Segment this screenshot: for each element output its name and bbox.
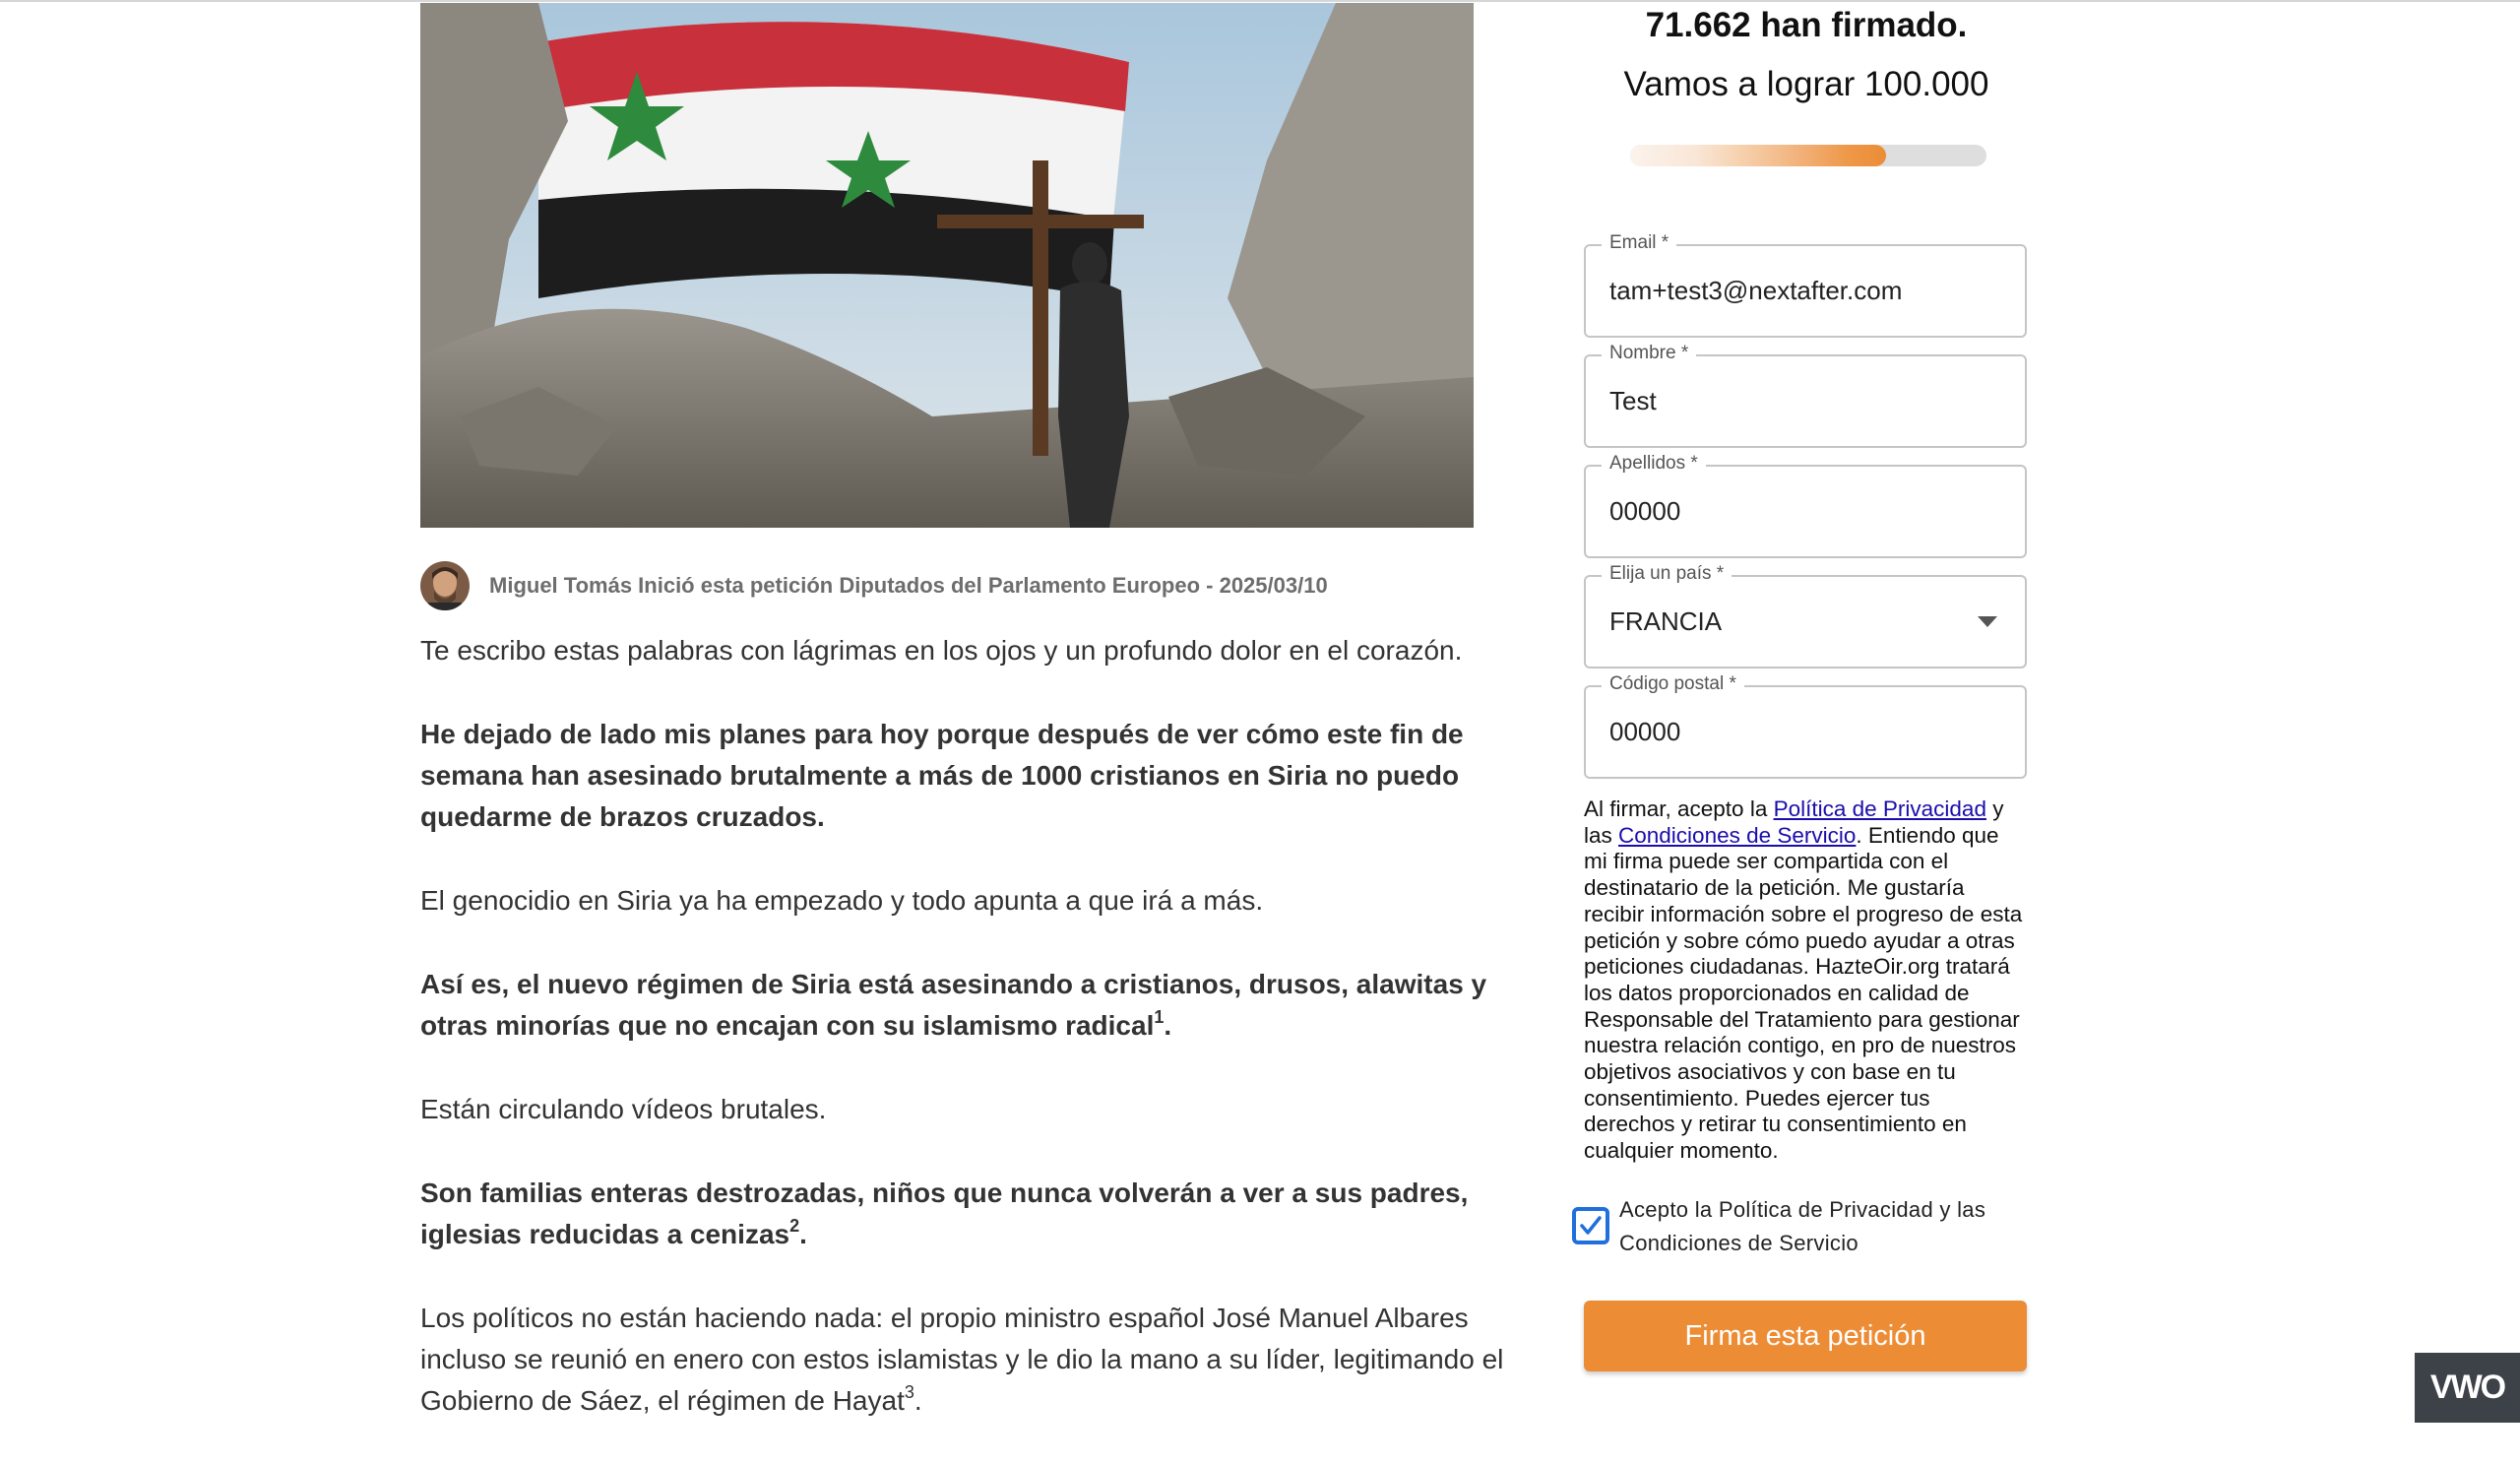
footnote-ref[interactable]: 2 (789, 1215, 800, 1236)
last-name-field[interactable] (1584, 453, 2027, 558)
consent-text: Al firmar, acepto la Política de Privacidad y las Condiciones de Servicio. Entiendo que mi firma puede ser compartida con el destinatario de la petición. Me gustaría recibir información sobre el progreso de esta petición y sobre cómo puedo ayudar a otras peticiones ciudadanas. HazteOir.org tratará los datos proporcionados en calidad de Responsable del Tratamiento para gestionar nuestra relación contigo, en pro de nuestros objetivos asociativos y con base en tu consentimiento. Puedes ejercer tus derechos y retirar tu consentimiento en cualquier momento. (1584, 796, 2023, 1164)
last-name-label: Apellidos * (1602, 453, 1706, 475)
email-field[interactable] (1584, 232, 2027, 338)
privacy-policy-link[interactable]: Política de Privacidad (1773, 796, 1986, 821)
paragraph: Así es, el nuevo régimen de Siria está asesinando a cristianos, drusos, alawitas y otras minorías que no encajan con su islamismo radical$^1$. (420, 969, 1487, 1041)
first-name-field[interactable] (1584, 343, 2027, 448)
first-name-input[interactable] (1609, 386, 1984, 416)
sign-petition-button[interactable]: Firma esta petición (1584, 1301, 2027, 1371)
signature-progress-bar (1630, 145, 1986, 166)
author-meta: Miguel Tomás Inició esta petición Diputados del Parlamento Europeo - 2025/03/10 (489, 573, 1328, 598)
first-name-label: Nombre * (1602, 343, 1696, 364)
petition-hero-image (420, 3, 1474, 528)
consent-checkbox-label[interactable]: Acepto la Política de Privacidad y las Condiciones de Servicio (1619, 1197, 1986, 1255)
consent-checkbox[interactable] (1572, 1207, 1609, 1244)
country-label: Elija un país * (1602, 563, 1732, 585)
email-input[interactable] (1609, 276, 1984, 306)
dropdown-arrow-icon[interactable] (1978, 616, 1997, 627)
postal-code-field[interactable] (1584, 673, 2027, 779)
postal-code-label: Código postal * (1602, 673, 1744, 695)
petition-author-line (420, 560, 1328, 611)
paragraph: Son familias enteras destrozadas, niños que nunca volverán a ver a sus padres, iglesias reducidas a cenizas$^2$. (420, 1178, 1469, 1249)
paragraph: Están circulando vídeos brutales. (420, 1094, 827, 1124)
paragraph: Los políticos no están haciendo nada: el propio ministro español José Manuel Albares incluso se reunió en enero con estos islamistas y le dio la mano a su líder, legitimando el Gobierno de Sáez, el régimen de Hayat$^3$. (420, 1303, 1504, 1416)
signature-progress-fill (1630, 145, 1886, 166)
last-name-input[interactable] (1609, 496, 1984, 527)
footnote-ref[interactable]: 3 (904, 1381, 914, 1402)
author-avatar (420, 561, 470, 610)
vwo-badge[interactable]: VWO (2415, 1353, 2520, 1423)
top-border (0, 0, 2520, 2)
terms-of-service-link[interactable]: Condiciones de Servicio (1618, 822, 1857, 848)
paragraph: El genocidio en Siria ya ha empezado y todo apunta a que irá a más. (420, 885, 1264, 916)
country-select[interactable] (1584, 563, 2027, 668)
checkmark-icon (1578, 1213, 1604, 1239)
petition-body (420, 630, 1533, 1464)
postal-code-input[interactable] (1609, 717, 1984, 747)
signature-count: 71.662 han firmado. (1645, 6, 1968, 44)
paragraph: He dejado de lado mis planes para hoy porque después de ver cómo este fin de semana han asesinado brutalmente a más de 1000 cristianos en Siria no puedo quedarme de brazos cruzados. (420, 719, 1464, 832)
signature-goal: Vamos a lograr 100.000 (1623, 65, 1989, 103)
country-value: FRANCIA (1609, 606, 1723, 636)
paragraph: Te escribo estas palabras con lágrimas en los ojos y un profundo dolor en el corazón. (420, 635, 1463, 666)
email-label: Email * (1602, 232, 1676, 254)
footnote-ref[interactable]: 1 (1154, 1006, 1165, 1027)
